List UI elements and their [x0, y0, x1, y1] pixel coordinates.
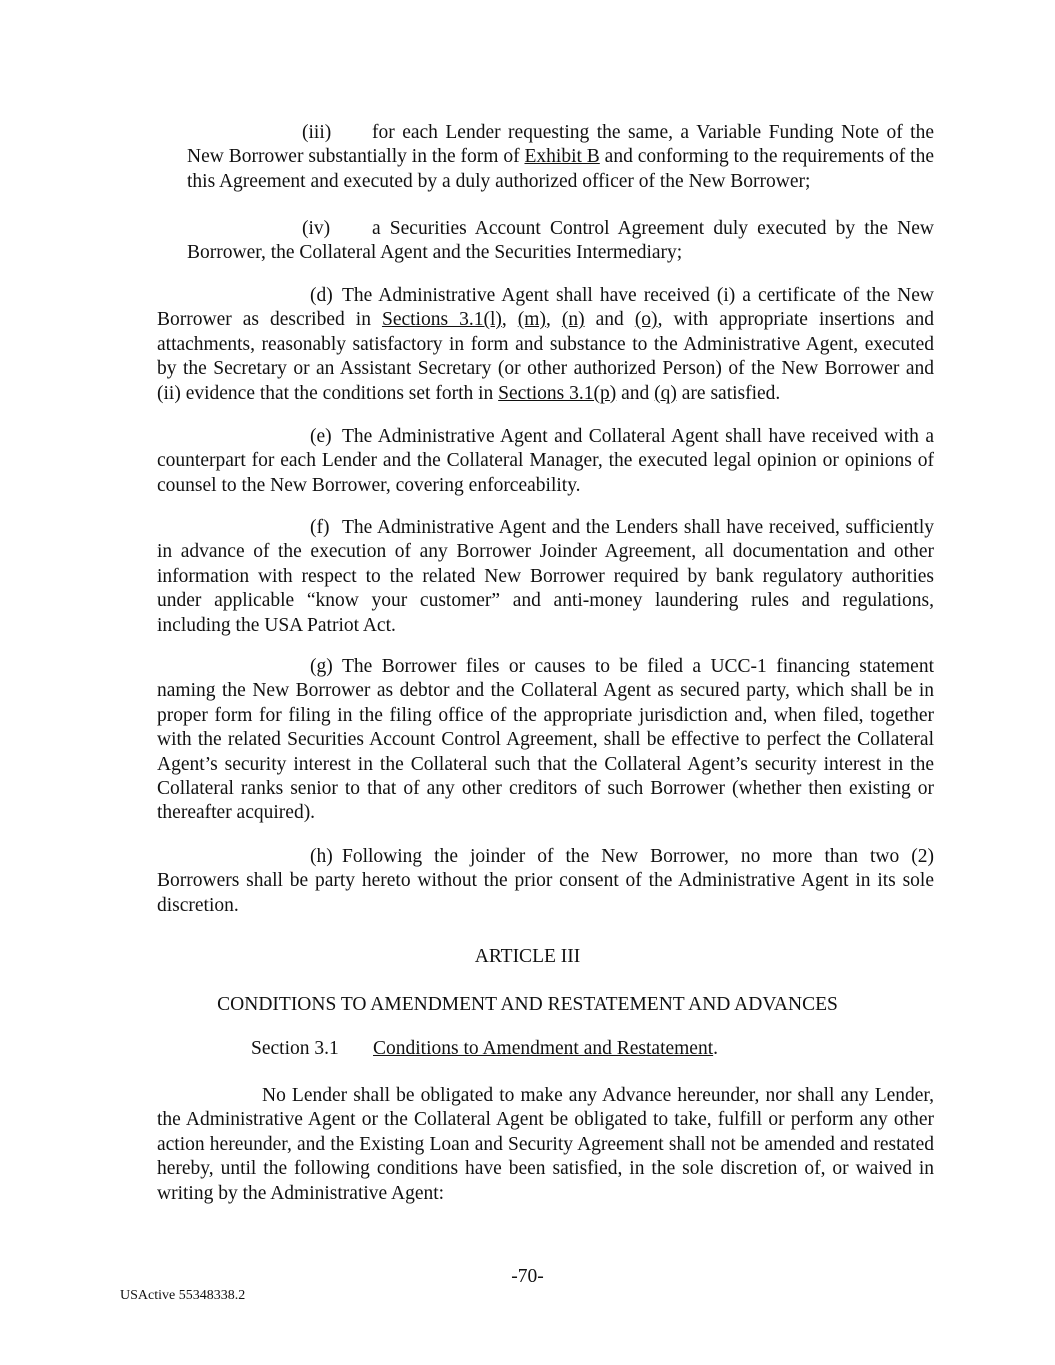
- paragraph-d: [157, 284, 934, 406]
- paragraph-text: , with appropriate insertions and attachments, reasonably satisfactory in form and substance to the Administrative Agent, executed by the Secretary or an Assistant Secretary (or other authorized Person) of the New Borrower and (ii) evidence that the conditions set forth in: [157, 309, 934, 404]
- paragraph-label: (h): [310, 846, 333, 867]
- cross-reference: (n): [561, 309, 585, 331]
- paragraph-text: are satisfied.: [676, 382, 781, 404]
- paragraph-f: [157, 516, 934, 638]
- paragraph-text: The Administrative Agent and the Lenders shall have received, sufficiently in advance of the execution of any Borrower Joinder Agreement, all documentation and other information with respect to the related New Borrower required by bank regulatory authorities under applicable “know your customer” and anti-money laundering rules and regulations, including the USA Patriot Act.: [157, 517, 934, 636]
- cross-reference: (m): [517, 309, 546, 331]
- section-heading: [251, 1037, 718, 1061]
- paragraph-label: (d): [310, 285, 333, 306]
- cross-reference: (q): [654, 382, 677, 404]
- article-title: CONDITIONS TO AMENDMENT AND RESTATEMENT AND ADVANCES: [217, 994, 838, 1015]
- page-number: -70-: [511, 1266, 544, 1287]
- cross-reference: Sections 3.1(p): [498, 382, 617, 404]
- paragraph-text: The Administrative Agent shall have received (i) a certificate of the New Borrower as described in: [157, 285, 934, 331]
- cross-reference: Sections 3.1(l): [381, 309, 502, 331]
- cross-reference: Exhibit B: [524, 146, 600, 168]
- paragraph-label: (f): [310, 517, 330, 538]
- cross-reference: (o): [634, 309, 658, 331]
- paragraph-e: [157, 425, 934, 498]
- paragraph-label: (iii): [302, 122, 332, 143]
- intro-paragraph: No Lender shall be obligated to make any Advance hereunder, nor shall any Lender, the Administrative Agent or the Collateral Agent be obligated to take, fulfill or perform any other action hereunder, and the Existing Loan and Security Agreement shall not be amended and restated hereby, until the following conditions have been satisfied, in the sole discretion of, or waived in writing by the Administrative Agent:: [157, 1085, 934, 1204]
- paragraph-text: and: [584, 309, 635, 331]
- paragraph-text: ,: [545, 309, 562, 331]
- paragraph-text: and: [616, 382, 655, 404]
- paragraph-g: [157, 655, 934, 826]
- paragraph-label: (e): [310, 426, 332, 447]
- paragraph-text: Following the joinder of the New Borrower, no more than two (2) Borrowers shall be party hereto without the prior consent of the Administrative Agent in its sole discretion.: [157, 846, 934, 916]
- paragraph-h: [157, 845, 934, 918]
- paragraph-iii: [187, 121, 934, 194]
- paragraph-text: a Securities Account Control Agreement duly executed by the New Borrower, the Collateral Agent and the Securities Intermediary;: [187, 218, 934, 264]
- paragraph-iv: [187, 217, 934, 266]
- paragraph-text: for each Lender requesting the same, a Variable Funding Note of the New Borrower substantially in the form of: [187, 122, 934, 168]
- paragraph-text: The Borrower files or causes to be filed a UCC-1 financing statement naming the New Borrower as debtor and the Collateral Agent as secured party, which shall be in proper form for filing in the filing office of the appropriate jurisdiction and, when filed, together with the related Securities Account Control Agreement, shall be effective to perfect the Collateral Agent’s security interest in the Collateral such that the Collateral Agent’s security interest in the Collateral ranks senior to that of any other creditors of such Borrower (whether then existing or thereafter acquired).: [157, 656, 934, 824]
- article-number: ARTICLE III: [474, 946, 581, 967]
- paragraph-label: (g): [310, 656, 333, 677]
- paragraph-text: ,: [501, 309, 518, 331]
- section-title: Conditions to Amendment and Restatement: [373, 1038, 714, 1059]
- section-trail: .: [713, 1038, 719, 1059]
- section-number: Section 3.1: [251, 1038, 339, 1059]
- document-id: USActive 55348338.2: [120, 1288, 246, 1303]
- paragraph-text: and conforming to the requirements of the this Agreement and executed by a duly authorized officer of the New Borrower;: [187, 146, 935, 192]
- paragraph-text: The Administrative Agent and Collateral Agent shall have received with a counterpart for each Lender and the Collateral Manager, the executed legal opinion or opinions of counsel to the New Borrower, covering enforceability.: [157, 426, 934, 496]
- paragraph-label: (iv): [302, 218, 331, 239]
